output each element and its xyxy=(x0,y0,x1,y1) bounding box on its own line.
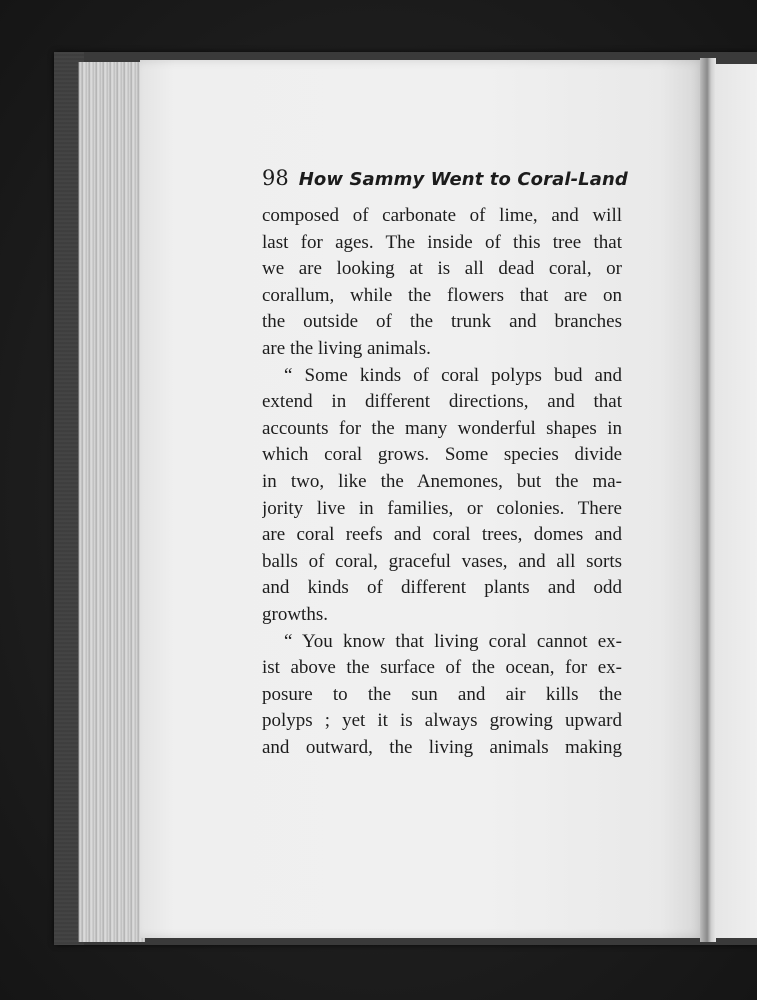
text-line: are the living animals. xyxy=(262,337,431,359)
text-line: extend in different directions, and that xyxy=(262,391,622,413)
text-line: ist above the surface of the ocean, for ex- xyxy=(262,657,622,679)
right-page-edge xyxy=(716,64,757,938)
text-line: accounts for the many wonderful shapes in xyxy=(262,417,622,439)
page-edges xyxy=(78,62,145,942)
text-line: “ Some kinds of coral polyps bud and xyxy=(284,364,622,386)
text-line: and kinds of different plants and odd xyxy=(262,577,622,599)
text-line: which coral grows. Some species divide xyxy=(262,444,622,466)
text-line: polyps ; yet it is always growing upward xyxy=(262,710,622,732)
text-line: “ You know that living coral cannot ex- xyxy=(284,630,622,652)
running-title: How Sammy Went to Coral-Land xyxy=(298,169,628,190)
text-line: corallum, while the flowers that are on xyxy=(262,284,622,306)
book-gutter xyxy=(700,58,716,942)
text-line: last for ages. The inside of this tree that xyxy=(262,231,622,253)
page-header xyxy=(262,166,628,202)
text-line: posure to the sun and air kills the xyxy=(262,683,622,705)
text-line: balls of coral, graceful vases, and all sorts xyxy=(262,550,622,572)
page-number: 98 xyxy=(262,166,289,190)
text-line: composed of carbonate of lime, and will xyxy=(262,205,622,226)
body-text xyxy=(262,203,622,761)
text-line: growths. xyxy=(262,603,328,625)
text-line: we are looking at is all dead coral, or xyxy=(262,258,622,280)
text-line: and outward, the living animals making xyxy=(262,736,622,758)
text-line: jority live in families, or colonies. There xyxy=(262,497,622,519)
text-line: the outside of the trunk and branches xyxy=(262,311,622,333)
text-line: in two, like the Anemones, but the ma- xyxy=(262,470,622,492)
text-line: are coral reefs and coral trees, domes and xyxy=(262,524,622,546)
